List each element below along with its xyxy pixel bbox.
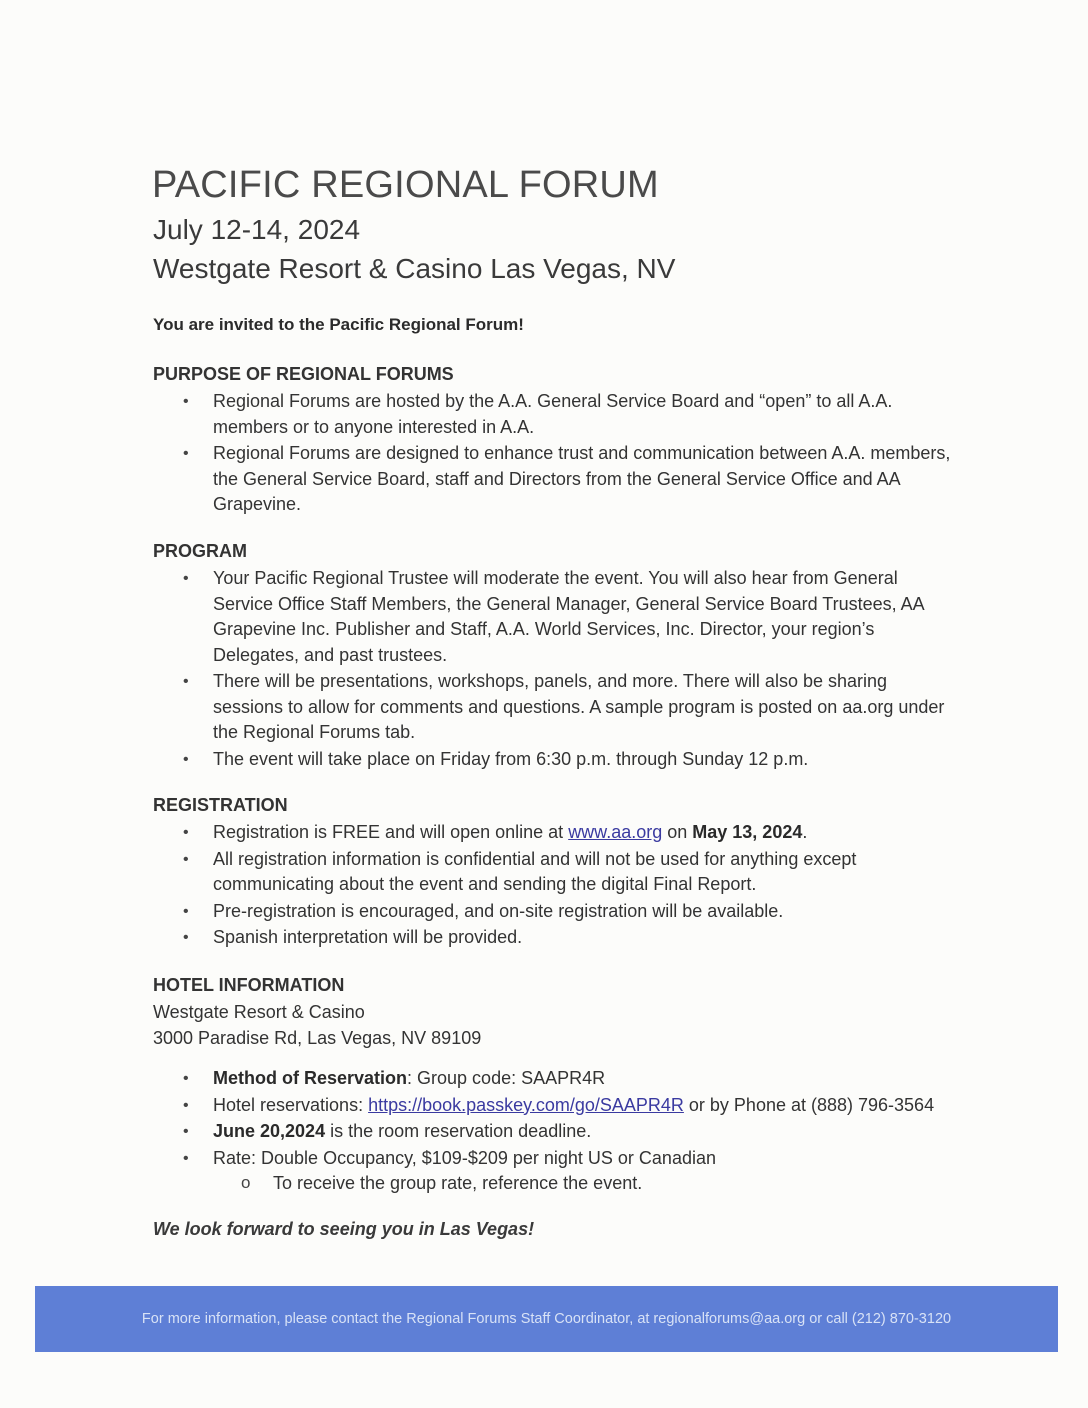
registration-section: [153, 795, 953, 951]
purpose-section: [153, 364, 953, 518]
list-item: • Your Pacific Regional Trustee will moderate the event. You will also hear from General Service Office Staff Members, the General Manager, General Service Board Trustees, AA Grapevine Inc. Publisher and Staff, A.A. World Services, Inc. Director, your region’s Delegates, and past trustees.: [153, 566, 953, 668]
hotel-heading-block: [153, 975, 953, 1000]
rate-sublist: [213, 1171, 953, 1196]
rate-text: Rate: Double Occupancy, $109-$209 per night US or Canadian: [213, 1147, 716, 1168]
hotel-address: 3000 Paradise Rd, Las Vegas, NV 89109: [153, 1028, 482, 1048]
program-heading: PROGRAM: [153, 541, 247, 561]
passkey-reservation-link[interactable]: https://book.passkey.com/go/SAAPR4R: [368, 1094, 684, 1115]
program-list: [153, 566, 953, 772]
list-item: • The event will take place on Friday from 6:30 p.m. through Sunday 12 p.m.: [153, 747, 953, 773]
event-venue: Westgate Resort & Casino Las Vegas, NV: [153, 253, 676, 284]
event-dates: July 12-14, 2024: [153, 214, 361, 245]
registration-period: .: [802, 822, 808, 842]
page-title: PACIFIC REGIONAL FORUM: [152, 164, 659, 206]
reservation-prefix: Hotel reservations:: [213, 1094, 369, 1115]
list-item: • All registration information is confidential and will not be used for anything except communicating about the event and sending the digital Final Report.: [153, 847, 953, 898]
reservation-phone: or by Phone at (888) 796-3564: [683, 1094, 935, 1115]
deadline-text: is the room reservation deadline.: [325, 1121, 592, 1141]
list-item: [153, 1119, 953, 1145]
list-item: • Regional Forums are hosted by the A.A. General Service Board and “open” to all A.A. members or to anyone interested in A.A.: [153, 389, 953, 440]
list-item: • Spanish interpretation will be provided.: [153, 925, 953, 951]
registration-open-text: Registration is FREE and will open online at: [213, 822, 569, 842]
footer-contact-text: For more information, please contact the Regional Forums Staff Coordinator, at regionalforums@aa.org or call (212) 870-3120: [141, 1311, 952, 1327]
registration-list: [153, 820, 953, 951]
purpose-list: [153, 389, 953, 518]
closing-line: We look forward to seeing you in Las Vegas!: [153, 1219, 535, 1239]
method-label: Method of Reservation: [213, 1068, 408, 1088]
hotel-details-section: [153, 1066, 953, 1196]
list-item: [153, 1146, 953, 1197]
list-item: [153, 1066, 953, 1092]
hotel-list: [153, 1066, 953, 1196]
registration-open-date: May 13, 2024: [692, 822, 803, 842]
hotel-name: Westgate Resort & Casino: [153, 1002, 365, 1022]
program-section: [153, 541, 953, 772]
list-item: o To receive the group rate, reference the event.: [213, 1171, 953, 1196]
hotel-heading: HOTEL INFORMATION: [153, 975, 345, 995]
list-item: • Pre-registration is encouraged, and on-site registration will be available.: [153, 899, 953, 925]
list-item: [153, 1093, 953, 1119]
registration-on-text: on: [662, 822, 693, 842]
hotel-address-block: [153, 999, 481, 1051]
invitation-text: You are invited to the Pacific Regional Forum!: [153, 315, 524, 334]
list-item: • There will be presentations, workshops, panels, and more. There will also be sharing sessions to allow for comments and questions. A sample program is posted on aa.org under the Regional Forums tab.: [153, 669, 953, 746]
registration-heading: REGISTRATION: [153, 795, 288, 815]
method-value: : Group code: SAAPR4R: [407, 1068, 606, 1088]
contact-footer-banner: [35, 1286, 1058, 1352]
aa-website-link[interactable]: www.aa.org: [568, 822, 663, 842]
list-item: [153, 820, 953, 846]
deadline-date: June 20,2024: [213, 1121, 326, 1141]
list-item: • Regional Forums are designed to enhance trust and communication between A.A. members, the General Service Board, staff and Directors from the General Service Office and AA Grapevine.: [153, 441, 953, 518]
purpose-heading: PURPOSE OF REGIONAL FORUMS: [153, 364, 454, 384]
